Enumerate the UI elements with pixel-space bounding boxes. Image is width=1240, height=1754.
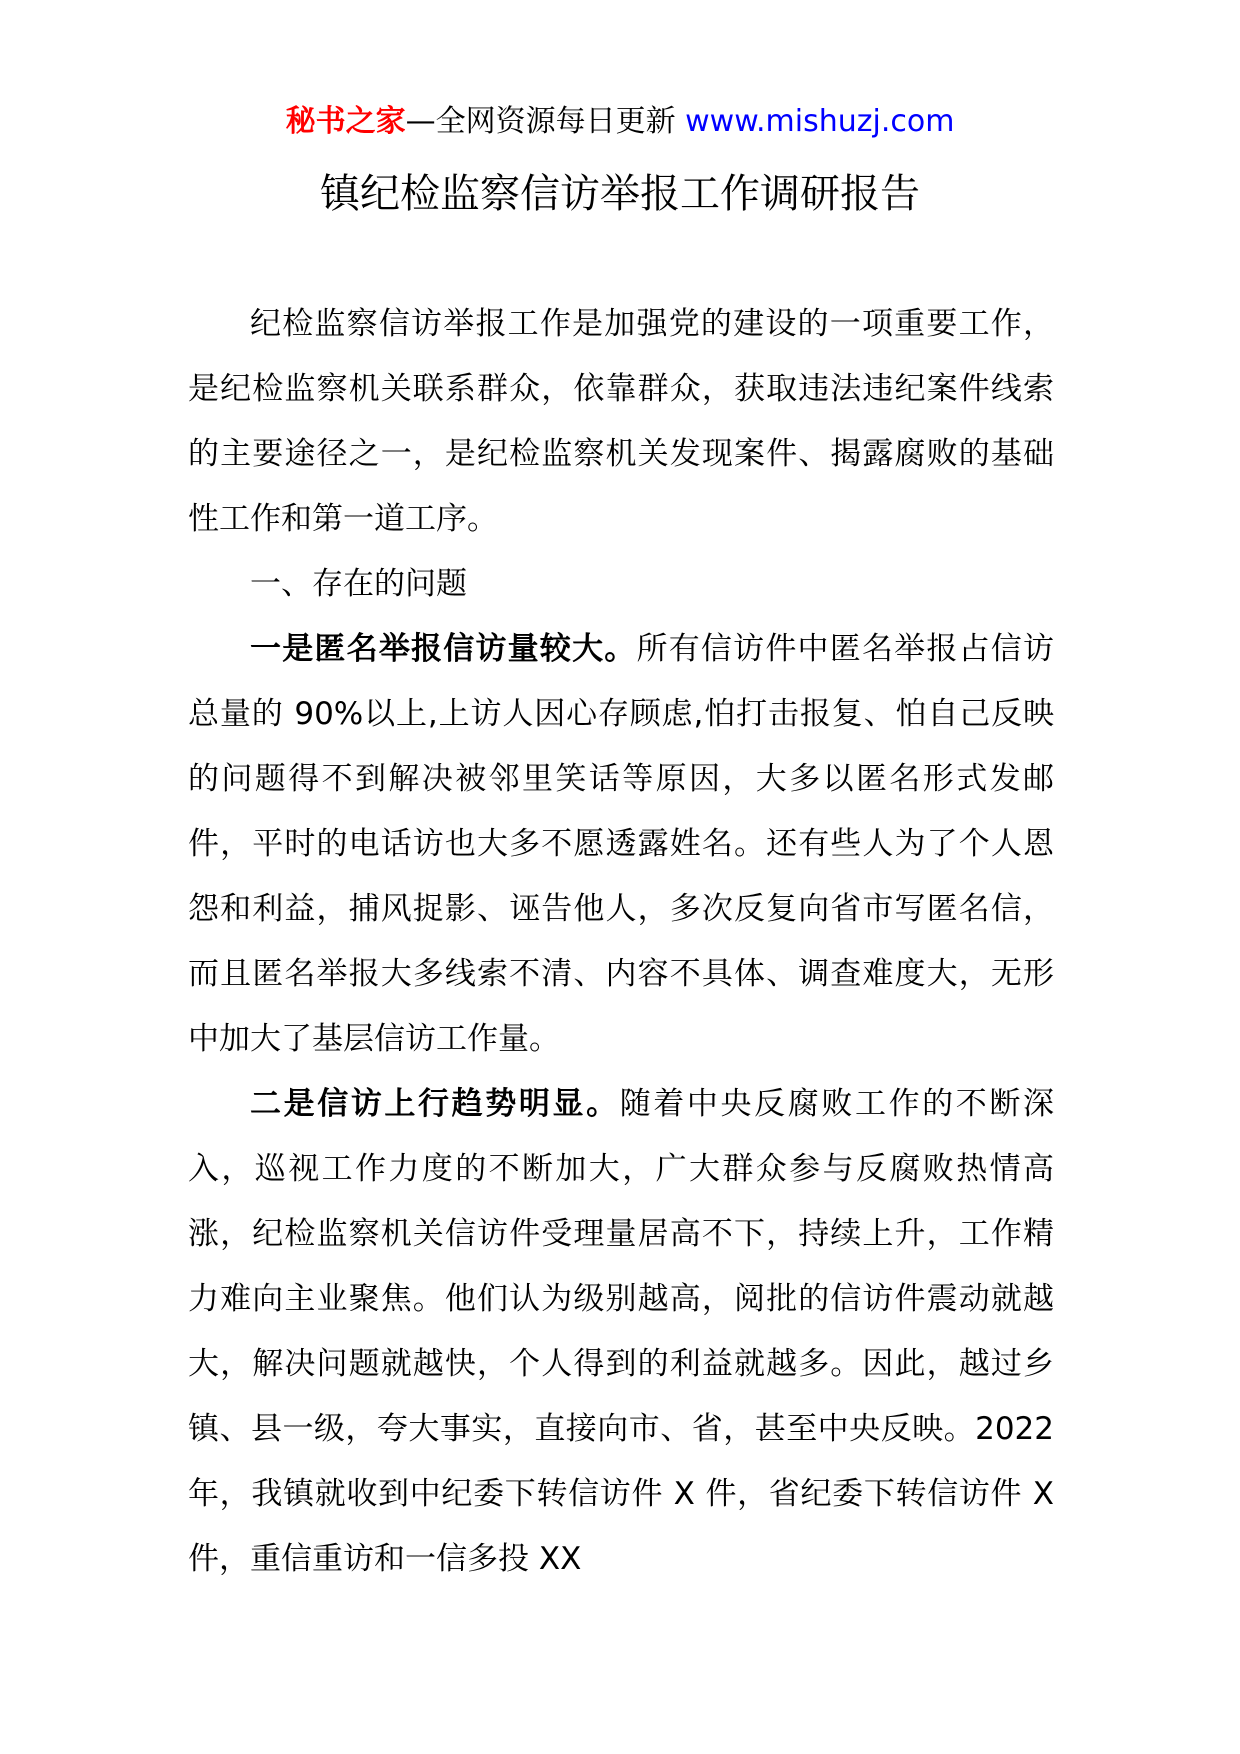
- section-heading-text: 一、存在的问题: [250, 566, 467, 602]
- section-heading-problems: [188, 552, 1054, 617]
- document-body: [188, 292, 1054, 1592]
- site-header: [0, 100, 1240, 144]
- brand-name: 秘书之家: [285, 104, 406, 139]
- paragraph-lead-bold: 一是匿名举报信访量较大。: [250, 631, 637, 667]
- header-slogan: —全网资源每日更新: [405, 104, 686, 139]
- paragraph-intro: [188, 292, 1054, 552]
- paragraph-text: 随着中央反腐败工作的不断深入，巡视工作力度的不断加大，广大群众参与反腐败热情高涨，纪检监察机关信访件受理量居高不下，持续上升，工作精力难向主业聚焦。他们认为级别越高，阅批的信访件震动就越大，解决问题就越快，个人得到的利益就越多。因此，越过乡镇、县一级，夸大事实，直接向市、省，甚至中央反映。2022 年，我镇就收到中纪委下转信访件 X 件，省纪委下转信访件 X 件，重信重访和一信多投 XX: [188, 1086, 1055, 1577]
- paragraph-text: 纪检监察信访举报工作是加强党的建设的一项重要工作，是纪检监察机关联系群众，依靠群众，获取违法违纪案件线索的主要途径之一，是纪检监察机关发现案件、揭露腐败的基础性工作和第一道工序。: [188, 306, 1054, 537]
- document-title: 镇纪检监察信访举报工作调研报告: [320, 171, 920, 217]
- paragraph-text: 所有信访件中匿名举报占信访总量的 90%以上,上访人因心存顾虑,怕打击报复、怕自己反映的问题得不到解决被邻里笑话等原因，大多以匿名形式发邮件，平时的电话访也大多不愿透露姓名。还有些人为了个人恩怨和利益，捕风捉影、诬告他人，多次反复向省市写匿名信，而且匿名举报大多线索不清、内容不具体、调查难度大，无形中加大了基层信访工作量。: [188, 631, 1054, 1057]
- paragraph-point-one: [188, 617, 1054, 1072]
- paragraph-lead-bold: 二是信访上行趋势明显。: [250, 1086, 620, 1122]
- paragraph-point-two: [188, 1072, 1054, 1592]
- site-url-link[interactable]: www.mishuzj.com: [685, 104, 955, 139]
